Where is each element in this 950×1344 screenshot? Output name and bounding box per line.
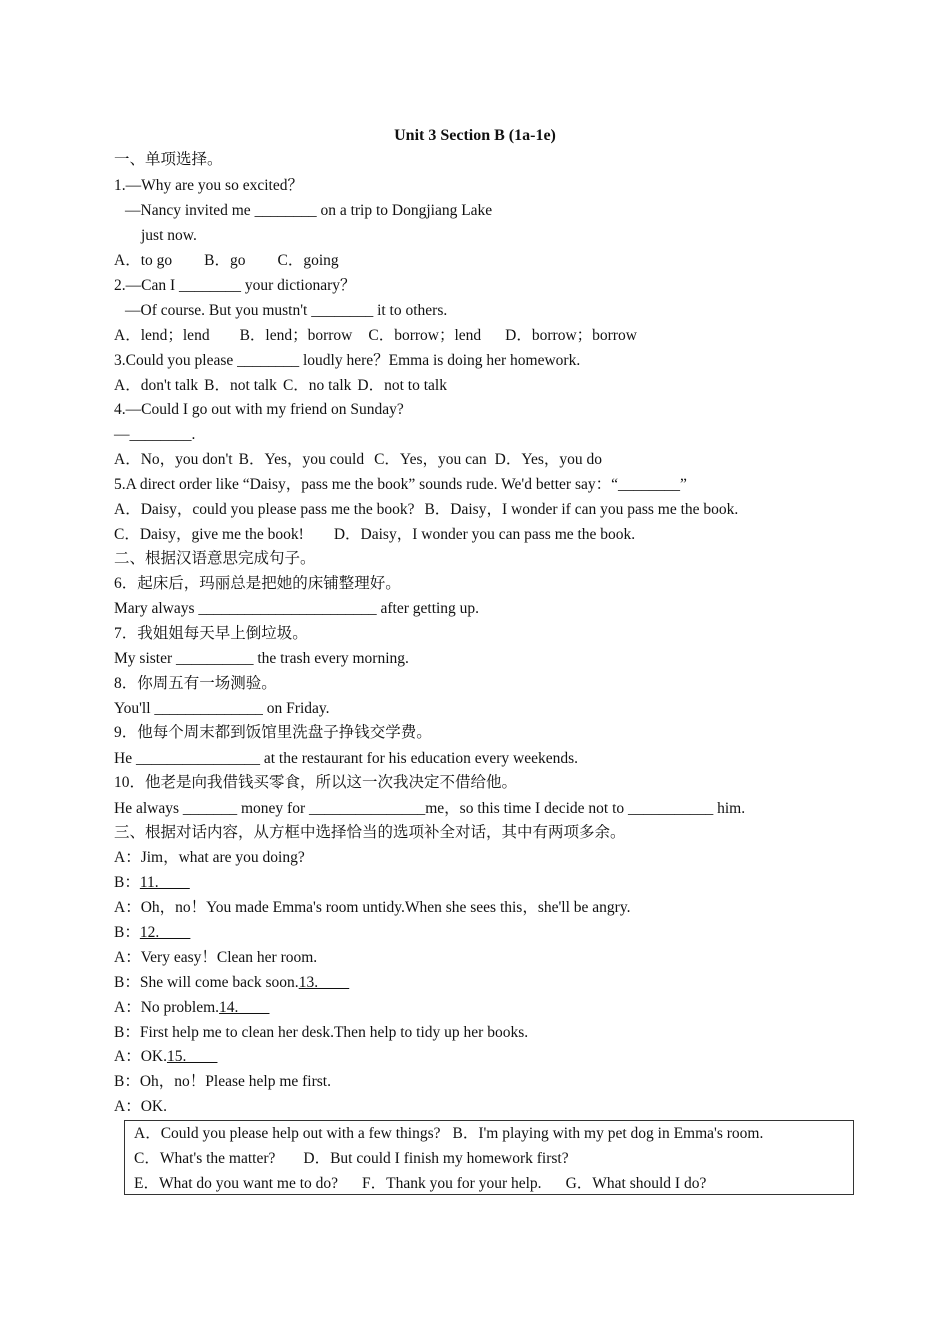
option: A．No，you don't (114, 451, 233, 468)
dialogue-line: A：Oh，no！You made Emma's room untidy.When she sees this，she'll be angry. (114, 899, 631, 916)
option: B．I'm playing with my pet dog in Emma's room. (452, 1125, 764, 1142)
option: B．go (204, 252, 246, 269)
section-heading-1: 一、单项选择。 (114, 151, 223, 168)
page-title: Unit 3 Section B (1a-1e) (394, 127, 556, 144)
option: A．Could you please help out with a few things? (134, 1125, 441, 1142)
answer-blank-12[interactable]: 12.____ (139, 924, 191, 941)
option: G．What should I do? (565, 1175, 707, 1192)
question-6-chinese: 6．起床后，玛丽总是把她的床铺整理好。 (114, 575, 401, 592)
option: A．lend；lend (114, 327, 210, 344)
question-9-english: He ________________ at the restaurant for his education every weekends. (114, 750, 579, 767)
dialogue-line: B：She will come back soon.13.____ (114, 974, 350, 991)
question-8-english: You'll ______________ on Friday. (114, 700, 330, 717)
question-2-line-2: —Of course. But you mustn't ________ it to others. (125, 302, 448, 319)
section-heading-3: 三、根据对话内容，从方框中选择恰当的选项补全对话，其中有两项多余。 (114, 824, 626, 841)
question-3: 3.Could you please ________ loudly here？Emma is doing her homework. (114, 352, 581, 369)
options-box-row (134, 1124, 763, 1144)
option: E．What do you want me to do? (134, 1175, 339, 1192)
question-4: 4.—Could I go out with my friend on Sunday? (114, 401, 404, 418)
question-8-chinese: 8．你周五有一场测验。 (114, 675, 277, 692)
dialogue-line: B：11.____ (114, 874, 190, 891)
question-7-english: My sister __________ the trash every morning. (114, 650, 409, 667)
question-7-chinese: 7．我姐姐每天早上倒垃圾。 (114, 625, 308, 642)
dialogue-line: A：No problem.14.____ (114, 999, 270, 1016)
question-5-options-2 (114, 525, 635, 545)
option: B．lend；borrow (239, 327, 353, 344)
option: D．not to talk (357, 377, 447, 394)
section-heading-2: 二、根据汉语意思完成句子。 (114, 550, 316, 567)
option: A．to go (114, 252, 173, 269)
dialogue-line: B：First help me to clean her desk.Then help to tidy up her books. (114, 1024, 529, 1041)
question-1-line-2: —Nancy invited me ________ on a trip to Dongjiang Lake (125, 202, 493, 219)
answer-blank-13[interactable]: 13.____ (298, 974, 350, 991)
dialogue-line: A：OK.15.____ (114, 1048, 218, 1065)
dialogue-line: B：12.____ (114, 924, 191, 941)
option: C．going (277, 252, 339, 269)
question-9-chinese: 9．他每个周末都到饭馆里洗盘子挣钱交学费。 (114, 724, 432, 741)
question-10-chinese: 10．他老是向我借钱买零食，所以这一次我决定不借给他。 (114, 774, 518, 791)
question-2-options (114, 326, 637, 346)
answer-blank-14[interactable]: 14.____ (219, 999, 270, 1016)
option: D．Yes，you do (494, 451, 602, 468)
answer-blank-11[interactable]: 11.____ (139, 874, 190, 891)
option: F．Thank you for your help. (362, 1175, 542, 1192)
dialogue-line: A：Jim，what are you doing? (114, 849, 305, 866)
question-6-english: Mary always _______________________ after getting up. (114, 600, 480, 617)
question-5-options-1 (114, 500, 738, 520)
option: B．not talk (204, 377, 277, 394)
option: B．Daisy，I wonder if can you pass me the book. (424, 501, 739, 518)
option: C．no talk (282, 377, 352, 394)
question-1-options (114, 251, 339, 271)
option: C．What's the matter? (134, 1150, 276, 1167)
option: B．Yes，you could (238, 451, 365, 468)
option: D．borrow；borrow (505, 327, 637, 344)
options-box-row (134, 1174, 706, 1194)
question-5: 5.A direct order like “Daisy，pass me the book” sounds rude. We'd better say：“________” (114, 476, 687, 493)
answer-blank-15[interactable]: 15.____ (166, 1048, 218, 1065)
option: C．borrow；lend (368, 327, 482, 344)
question-3-options (114, 376, 447, 396)
option: D．Daisy，I wonder you can pass me the book. (333, 526, 636, 543)
dialogue-line: A：OK. (114, 1098, 167, 1115)
options-box-row (134, 1149, 569, 1169)
option: C．Yes，you can (374, 451, 487, 468)
option: A．Daisy，could you please pass me the book? (114, 501, 415, 518)
dialogue-line: B：Oh，no！Please help me first. (114, 1073, 331, 1090)
question-10-english: He always _______ money for _______________me，so this time I decide not to ___________ him. (114, 800, 746, 817)
options-box (124, 1120, 854, 1195)
question-1-line-3: just now. (141, 227, 197, 244)
option: A．don't talk (114, 377, 199, 394)
option: C．Daisy，give me the book! (114, 526, 304, 543)
question-2: 2.—Can I ________ your dictionary？ (114, 277, 356, 294)
question-4-line-2: —________. (114, 426, 196, 443)
question-4-options (114, 450, 602, 470)
question-1: 1.—Why are you so excited？ (114, 177, 303, 194)
dialogue-line: A：Very easy！Clean her room. (114, 949, 318, 966)
option: D．But could I finish my homework first? (303, 1150, 569, 1167)
